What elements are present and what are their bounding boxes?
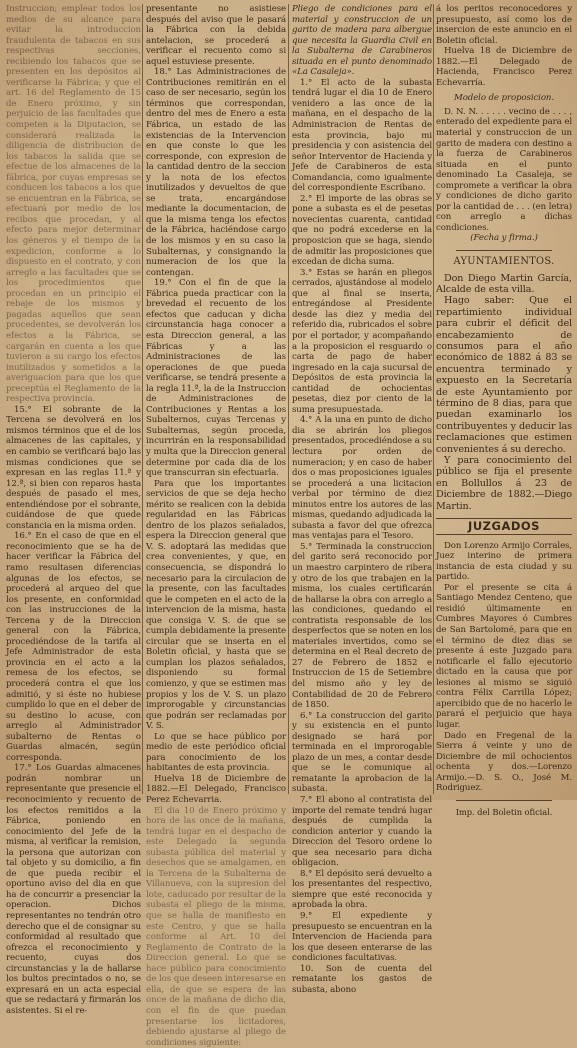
paragraph: 18.° Las Administraciones de Contribuciones remitirán en el caso de ser necesario, según los términos que correspondan, dentro del mes de Enero a esta Fábrica, un estado de las existencias de la Intervencion en que conste lo que les corresponde, con expresion de la cantidad dentro de la seccion y la nota de los efectos inutilizados y devueltos de que se trata, encargándose mediante la documentacion, de que la misma tenga los efectos de la Fábrica, haciéndose cargo de los mismos y en su caso la Subalternas, y consignando la numeracion de los que la contengan. <box>146 67 286 278</box>
paragraph: 17.° Los Guardas almacenes podrán nombrar un representante que presencie el reconocimiento y recuento de los efectos remitidos a la Fábrica, poniendo en conocimiento del Jefe de la misma, al verificar la remision, la persona que autorizan con tal objeto y su domicilio, a fin de que pueda recibir el oportuno aviso del dia en que ha de concurrir a presenciar la operacion. Dichos representantes no tendrán otro derecho que el de consignar su conformidad al resultado que ofrezca el reconocimiento y recuento, cuyas dos circunstancias y la de hallarse los bultos precintados o no, se expresará en un acta especial que se redactará y firmarán los asistentes. Si el re- <box>6 763 141 1016</box>
paragraph: Lo que se hace público por medio de este periódico oficial para conocimiento de los habitantes de esta provincia. <box>146 731 286 774</box>
paragraph: D. N. N. . . . . . vecino de . . . , enterado del expediente para el material y construccion de un garito de madera con destino a la fuerza de Carabineros situada en el punto denominado La Casaleja, se compromete a verificar la obra y condiciones de dicho garito por la cantidad de . . . (en letra) con arreglo a dichas condiciones. <box>436 106 572 233</box>
paragraph: 3.° Estas se harán en pliegos cerrados, ajustándose al modelo que al final se inserta, entregándose al Presidente desde las diez y media del referido dia, rubricados el sobre por el portador, y acompañando a la proposicion el resguardo o carta de pago de haber ingresado en la caja sucursal de Depósitos de esta provincia la cantidad de ochocientas pesetas, diez por ciento de la suma presupuestada. <box>292 267 432 415</box>
signature: Huelva 18 de Diciembre de 1882.—El Delegado de Hacienda, Francisco Perez Echevarría. <box>436 46 572 88</box>
paragraph: 5.° Terminada la construccion del garito será reconocido por un maestro carpintero de ribera y otro de los que trabajen en la misma, los cuales certificarán de hallarse la obra con arreglo a las condiciones, quedando el contratista responsable de los desperfectos que se noten en los materiales invertidos, como se determina en el Real decreto de 27 de Febrero de 1852 e Instruccion de 15 de Setiembre del mismo año y ley de Contabilidad de 20 de Febrero de 1850. <box>292 541 432 711</box>
paragraph: Dado en Fregenal de la Sierra á veinte y uno de Diciembre de mil ochocientos ochenta y dos.—Lorenzo Armijo.—D. S. O., José M. Rodriguez. <box>436 730 572 794</box>
notice-title: Don Diego Martin García, Alcalde de esta villa. <box>436 272 572 295</box>
paragraph: 7.° El abono al contratista del importe del remate tendrá lugar después de cumplida la condicion anterior y cuando la Direccion del Tesoro ordene lo que sea necesario para dicha obligacion. <box>292 795 432 869</box>
paragraph: 8.° El depósito será devuelto a los presentantes del respectivo, siempre que esté reconocida y aprobada la obra. <box>292 868 432 911</box>
divider <box>456 800 552 801</box>
paragraph: 1.° El acto de la subasta tendrá lugar el dia 10 de Enero venidero a las once de la mañana, en el despacho de la Administracion de Rentas de esta provincia, bajo mi presidencia y con asistencia del señor Interventor de Hacienda y Jefe de Carabineros de esta Comandancia, como igualmente del correspondiente Escribano. <box>292 77 432 194</box>
paragraph: Hago saber: Que el repartimiento individual para cubrir el déficit del encabezamiento de consumos para el año económico de 1882 á 83 se encuentra terminado y expuesto en la Secretaría de este Ayuntamiento por término de 8 dias, para que puedan examinarlo los contribuyentes y deducir las reclamaciones que estimen convenientes á su derecho. <box>436 295 572 455</box>
paragraph: 9.° El expediente y presupuesto se encuentran en la Intervencion de Hacienda para los que deseen enterarse de las condiciones facultativas. <box>292 911 432 964</box>
paragraph: á los peritos reconocedores y presupuesto, así como los de insercion de este anuncio en el Boletin oficial. <box>436 4 572 46</box>
section-title: Pliego de condiciones para el material y construccion de un garito de madera para albergue que necesita la Guardia Civil en la Subalterna de Carabineros situada en el punto denominado «La Casaleja». <box>292 4 432 78</box>
paragraph: 16.° En el caso de que en el reconocimiento que se ha de hacer verificar la Fábrica del ramo resultasen diferencias algunas de los efectos, se procederá al arqueo del que los presente, en conformidad con las instrucciones de la Tercena y de la Direccion general con la Fábrica, procediéndose de la tarifa al Jefe Administrador de esta provincia en el acto a la remesa de los efectos, se procederá contra el que los admitió, y si éste no hubiese cumplido lo que en el deber de su destino lo acuse, con arreglo al Administrador subalterno de Rentas o Guardas almacén, según corresponda. <box>6 531 141 763</box>
paragraph: Por el presente se cita á Santiago Mendez Centeno, que residió últimamente en Cumbres Mayores ó Cumbres de San Bartolomé, para que en el término de diez dias se presente á este Juzgado para notificarle el fallo ejecutorio dictado en la causa que por lesiones al mismo se siguió contra Félix Carrilla López; apercibido que de no hacerlo le parará el perjuicio que haya lugar. <box>436 582 572 730</box>
column-4 <box>436 4 572 817</box>
model-signature: (Fecha y firma.) <box>470 233 538 244</box>
paragraph: presentante no asistiese después del aviso que le pasará la Fábrica con la debida antelacion, se procederá a verificar el recuento como si aquel estuviese presente. <box>146 4 286 67</box>
paragraph: Instruccion; emplear todos los medios de su alcance para evitar la introduccion fraudulenta de tabacos en sus respectivas secciones, recibiendo los tabacos que se presenten en los depósitos al verificarse la Fábrica; y que el art. 16 del Reglamento de 15 de Enero próximo, y sin perjuicio de las facultades que competen a la Diputacion, se considerará realizada la diligencia de distribucion de los tabacos la salida que se efectue de los almacenes de la fábrica, por cuyas empresas se conducen los tabacos a los que se encuentran en la Fábrica, se efectuará por medio de los recibos que procedan, y al efecto para mejor determinar los géneros y el tiempo de la expedicion, conforme a lo dispuesto en el contrato, y con arreglo a las facultades que se los procedimientos que procedan en un principio el rebaje de los mismos y pagadas aquellos que sean procedentes, se devolverán los efectos a la Fábrica, se cargarán en cuenta a los que tuvieron a su cargo los efectos inutilizados y sometidos a la averiguacion para que los que preceptúa el Reglamento de la respectiva provincia. <box>6 4 141 405</box>
signature: Huelva 18 de Diciembre de 1882.—El Delegado, Francisco Perez Echevarria. <box>146 773 286 806</box>
paragraph: 4.° A la una en punto de dicho dia se abrirán los pliegos presentados, procediéndose a su lectura por orden de numeracion; y en caso de haber dos o mas proposiciones iguales se procederá a una licitacion verbal por término de diez minutos entre los autores de las mismas, quedando adjudicada la subasta a favor del que ofrezca mas ventajas para el Tesoro. <box>292 415 433 542</box>
section-heading-ayuntamientos: AYUNTAMIENTOS. <box>453 256 555 268</box>
notice-title: Don Lorenzo Armijo Corrales, Juez interino de primera instancia de esta ciudad y su partido. <box>436 540 572 583</box>
column-divider <box>433 4 434 794</box>
paragraph: 15.° El sobrante de la Tercena se devolverá en los mismos términos que el de los almacenes de las capitales, y en cambio se verificará bajo las mismas condiciones que se expresan en las reglas 11.ª y 12.ª, si bien con reparos hasta después de pasado el mes, entendiéndose por el sobrante, cuidándose de que quede constancia en la misma orden. <box>6 404 141 531</box>
paragraph: El dia 10 de Enero próximo y hora de las once de la mañana, tendrá lugar en el despacho de este Delegado la segunda subasta pública del material y desechos que se amalgamen, en la Tercena de la Subalterna de Villanueva, con la supresion del lote, caducado por resultar de la subasta el pliego de la misma, que se halla de manifiesto en este Centro, y que se halla conforme al Art. 10 del Reglamento de Contrato de la Direccion general. Lo que se hace público para conocimiento de los que deseen interesarse en ella, de que se espera de las once de la mañana de dicho dia, con el fin de que puedan presentarse los licitadores, debiendo ajustarse al pliego de condiciones siguiente: <box>146 805 286 1048</box>
paragraph: 2.° El importe de las obras se pone a subasta es el de pesetas novecientas cuarenta, cantidad que no podrá excederse en la proposicion que se haga, siendo de admitir las proposiciones que excedan de dicha suma. <box>292 193 432 268</box>
section-heading-box <box>436 518 572 535</box>
paragraph: 19.° Con el fin de que la Fábrica pueda practicar con la brevedad el recuento de los efectos que caducan y dicha circunstancia haga conocer a esta Direccion general, a las Fábricas y a las Administraciones de las operaciones de que pueda verificarse, se tendrá presente a la regla 11.ª, la de la Instruccion de Administraciones de Contribuciones y Rentas a los Subalternos, cuyas Tercenas y Subalternas, según proceda, incurrirán en la responsabilidad y multa que la Direccion general determine por cada dia de los que transcurran sin efectuarla. <box>146 278 286 479</box>
paragraph: Y para conocimiento del público se fija el presente en Bollullos á 23 de Diciembre de 1882.—Diego Martin. <box>436 455 572 512</box>
imprint: Imp. del Boletin oficial. <box>455 806 553 817</box>
paragraph: 6.° La construccion del garito y su existencia en el punto designado se hará por terminada en el improrogable plazo de un mes, a contar desde que se le comunique al rematante la aprobacion de la subasta. <box>292 710 432 795</box>
column-3 <box>292 4 433 995</box>
paragraph: Para que los importantes servicios de que se deja hecho mérito se realicen con la debida regularidad en las Fábricas dentro de los plazos señalados, espera la Direccion general que V. S. adoptará las medidas que crea convenientes, y que, en consecuencia, se dispondrá lo necesario para la circulacion de la presente, con las facultades que le competen en el acto de la intervencion de la misma, hasta que consiga V. S. de que se cumpla debidamente la presente circular que se inserta en el Boletin oficial, y hasta que se cumplan los plazos señalados, disponiendo su formal comienzo, y que se estimen mas propios y los de V. S. un plazo improrogable y circunstancias que podrán ser reclamadas por V. S. <box>146 478 286 732</box>
model-title: Modelo de proposicion. <box>454 93 554 104</box>
column-divider <box>288 4 289 794</box>
divider <box>456 250 552 251</box>
paragraph: 10. Son de cuenta del rematante los gastos de subasta, abono <box>292 963 432 995</box>
column-divider <box>142 4 143 794</box>
column-2 <box>146 4 286 1048</box>
column-1 <box>6 4 141 1016</box>
section-heading-juzgados: JUZGADOS <box>468 519 540 534</box>
